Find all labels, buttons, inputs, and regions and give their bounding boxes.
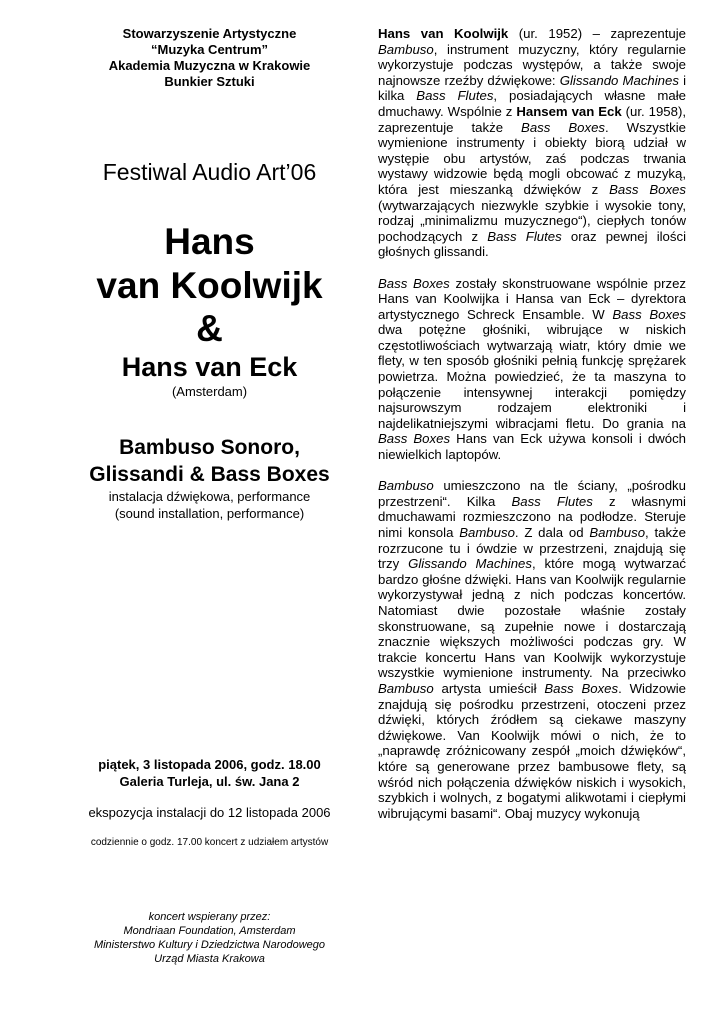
paragraph-text: , posiadających własne małe dmuchawy. Wspólnie z [378, 88, 686, 119]
work-title: Bass Boxes [612, 306, 686, 322]
name-highlight: Hans van Koolwijk [378, 26, 509, 41]
work-title: Bass Boxes [378, 275, 450, 291]
description-paragraph [378, 276, 686, 463]
left-column [68, 26, 351, 965]
event-subtitle-line2: (sound installation, performance) [114, 506, 305, 521]
work-title: Bambuso [378, 478, 434, 494]
paragraph-text: (ur. 1958), zaprezentuje także [378, 103, 687, 135]
paragraph-text: Hans van Eck używa konsoli i dwóch niewielkich laptopów. [378, 431, 686, 463]
work-title: Bass Boxes [521, 119, 605, 135]
work-title: Bass Flutes [487, 228, 562, 244]
sponsor-line: koncert wspierany przez: [148, 911, 271, 923]
ampersand: & [196, 308, 223, 349]
sponsors [68, 910, 351, 966]
paragraph-text: . Wszystkie wymienione instrumenty i obiekty biorą udział w występie obu artystów, zaś podczas trwania wystawy widzowie będą mogli obcować z muzyką, która jest mieszanką dźwięków z [378, 119, 686, 197]
description-column [378, 26, 686, 837]
work-title: Bass Flutes [511, 493, 593, 509]
artist1-first-name: Hans [164, 221, 255, 262]
work-title: Bass Boxes [609, 181, 686, 197]
paragraph-text: , instrument muzyczny, który regularnie wykorzystuje podczas występów, a także swoje najnowsze rzeźby dźwiękowe: [378, 41, 686, 88]
work-title: Bambuso [378, 41, 434, 57]
paragraph-text: . Widzowie znajdują się pośrodku przestrzeni, otoczeni przez dźwięki, których źródłem są ciekawe maszyny dźwiękowe. Van Koolwijk mówi o nich, że to „naprawdę zróżnicowany zespół „moich dźwięków“, które są generowane przez bambusowe flety, są wśród nich połączenia dźwięków niskich i wysokich, szybkich i wolnych, z bogatymi alikwotami i ciepłymi wibrującymi basami“. Obaj muzycy wykonują [378, 680, 686, 821]
event-title-line2: Glissandi & Bass Boxes [89, 463, 330, 486]
paragraph-text: (ur. 1952) – zaprezentuje [508, 26, 686, 41]
paragraph-text: , także rozrzucone tu i ówdzie w przestrzeni, znajdują się trzy [378, 525, 686, 572]
sponsor-line: Ministerstwo Kultury i Dziedzictwa Narodowego [93, 939, 326, 951]
venue-line: Galeria Turleja, ul. św. Jana 2 [119, 774, 300, 789]
event-date [68, 756, 351, 790]
exhibition-period: ekspozycja instalacji do 12 listopada 2006 [88, 805, 331, 820]
work-title: Glissando Machines [408, 556, 532, 572]
org-line: Bunkier Sztuki [164, 74, 255, 89]
description-paragraph [378, 478, 686, 821]
artist1-last-name: van Koolwijk [96, 265, 323, 306]
festival-name: Festiwal Audio Art’06 [102, 159, 317, 185]
org-line: “Muzyka Centrum” [150, 42, 269, 57]
work-title: Bambuso [378, 680, 434, 696]
work-title: Bass Flutes [416, 88, 494, 104]
paragraph-text: z własnymi dmuchawami rozmieszczono na podłodze. Steruje nimi konsola [378, 493, 686, 540]
paragraph-text: artysta umieścił [433, 680, 545, 696]
work-title: Glissando Machines [559, 72, 679, 88]
paragraph-text: (wytwarzających niezwykle szybkie i wysokie tony, rodzaj „minimalizmu muzycznego“), ciepłych tonów pochodzących z [378, 197, 686, 244]
event-title-line1: Bambuso Sonoro, [119, 436, 300, 459]
organizers [68, 26, 351, 90]
date-line: piątek, 3 listopada 2006, godz. 18.00 [98, 757, 321, 772]
work-title: Bambuso [459, 525, 515, 540]
paragraph-text: i kilka [378, 72, 686, 104]
paragraph-text: , które mogą wytwarzać bardzo głośne dźwięki. Hans van Koolwijk regularnie wykorzystywał jedną z nich podczas koncertów. Natomiast dwie pozostałe właśnie zostały skonstruowane, są zupełnie nowe i dostarczają znacznie większych możliwości podczas gry. W trakcie koncertu Hans van Koolwijk wykorzystuje wszystkie wymienione instrumenty. Na przeciwko [378, 556, 687, 681]
artist2-name: Hans van Eck [121, 352, 298, 382]
paragraph-text: oraz pewnej ilości głośnych glissandi. [378, 228, 687, 260]
org-line: Stowarzyszenie Artystyczne [122, 26, 297, 41]
daily-concert-note: codziennie o godz. 17.00 koncert z udziałem artystów [90, 837, 329, 848]
work-title: Bass Boxes [378, 431, 451, 447]
event-subtitle-line1: instalacja dźwiękowa, performance [108, 489, 311, 504]
paragraph-text: umieszczono na tle ściany, „pośrodku przestrzeni“. Kilka [378, 478, 686, 509]
work-title: Bambuso [589, 525, 646, 540]
work-title: Bass Boxes [544, 680, 619, 696]
sponsor-line: Mondriaan Foundation, Amsterdam [123, 925, 296, 937]
paragraph-text: zostały skonstruowane wspólnie przez Hans van Koolwijka i Hansa van Eck – dyrektora artystycznego Schreck Ensamble. W [378, 275, 686, 322]
city: (Amsterdam) [171, 384, 248, 399]
paragraph-text: . Z dala od [514, 525, 590, 540]
name-highlight: Hansem van Eck [516, 103, 622, 119]
description-paragraph [378, 26, 686, 260]
sponsor-line: Urząd Miasta Krakowa [154, 953, 265, 965]
org-line: Akademia Muzyczna w Krakowie [108, 58, 311, 73]
paragraph-text: dwa potężne głośniki, wibrujące w niskich częstotliwościach wytwarzają wiatr, który dmie we flety, w ten sposób głośniki pełnią funkcję sprężarek powietrza. Można powiedzieć, że ta maszyna to połączenie intensywnej interakcji pomiędzy najsurowszym rodzajem elektroniki i najdelikatniejszymi wibracjami fletu. Do grania na [378, 322, 686, 431]
